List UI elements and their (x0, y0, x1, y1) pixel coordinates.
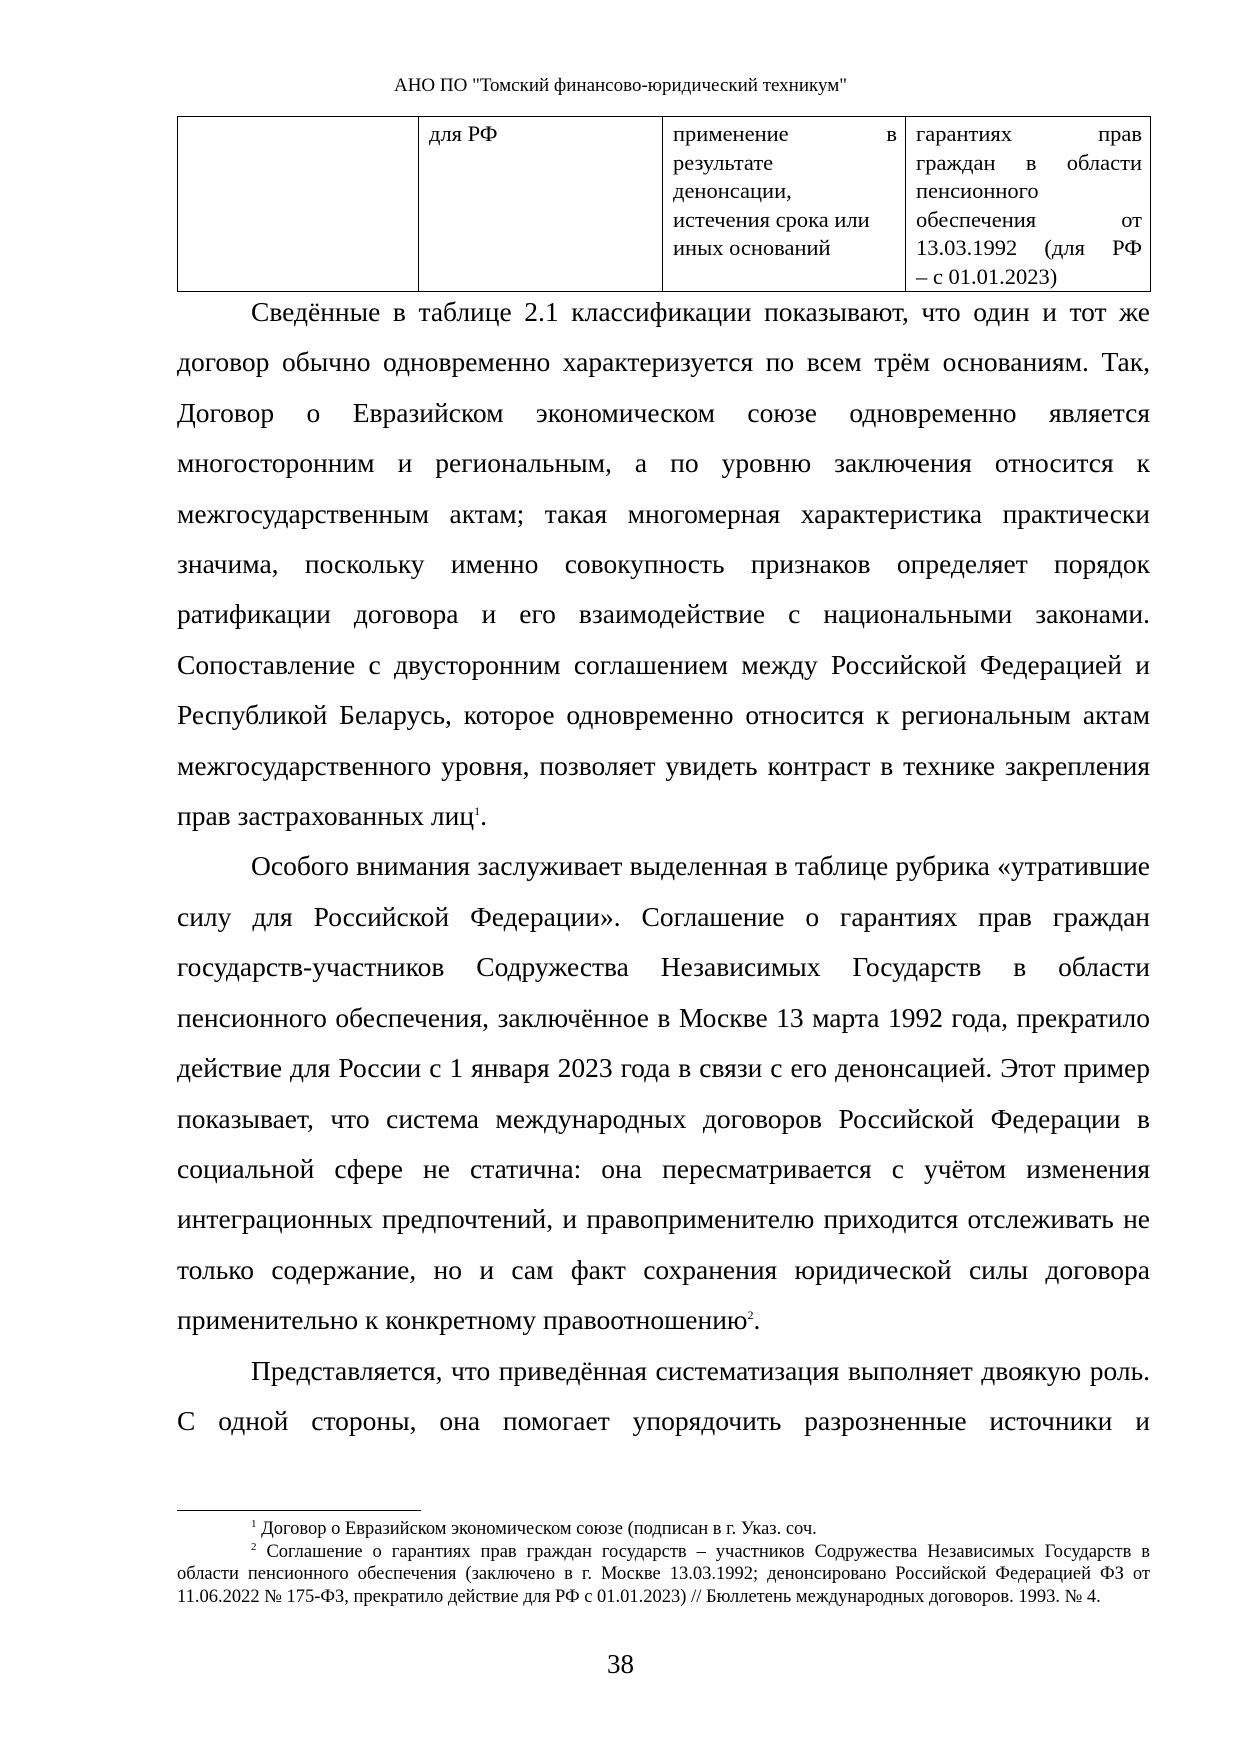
table-cell-4-line: граждан в области (916, 149, 1142, 175)
table-row (178, 117, 1151, 292)
table-cell-3 (663, 117, 906, 292)
table-cell-4-line: 13.03.1992 (для РФ (916, 235, 1142, 260)
footnote-number: 1 (251, 1518, 257, 1530)
paragraph (177, 287, 1150, 841)
page-number: 38 (607, 1649, 634, 1679)
table-cell-4-line: – с 01.01.2023) (916, 263, 1058, 289)
table-cell-3-line: денонсации, (673, 178, 792, 203)
footnote-separator (177, 1510, 421, 1511)
footnote-text: Договор о Евразийском экономическом союзе (подписан в г. Указ. соч. (261, 1519, 817, 1539)
running-header: АНО ПО "Томский финансово-юридический техникум" (393, 75, 848, 96)
table-cell-4-line: пенсионного (916, 178, 1039, 203)
table-cell-4 (906, 117, 1151, 292)
paragraph-text: Сведённые в таблице 2.1 классификации показывают, что один и тот же договор обычно одновременно характеризуется по всем трём основаниям. Так, Договор о Евразийском экономическом союзе одновременно является многосторонним и региональным, а по уровню заключения относится к межгосударственным актам; такая многомерная характеристика практически значима, поскольку именно совокупность признаков определяет порядок ратификации договора и его взаимодействие с национальными законами. Сопоставление с двусторонним соглашением между Российской Федерацией и Республикой Беларусь, которое одновременно относится к региональным актам межгосударственного уровня, позволяет увидеть контраст в технике закрепления прав застрахованных лиц (177, 296, 1150, 832)
footnote-reference[interactable]: 2 (747, 1308, 754, 1323)
paragraph (177, 1346, 1150, 1447)
table-cell-3-line: результате (673, 149, 774, 175)
paragraph (177, 841, 1150, 1345)
body-text (177, 287, 1150, 1446)
table-cell-2: для РФ (419, 117, 663, 292)
table-cell-3-line: применение в (673, 121, 897, 146)
footnote-reference[interactable]: 1 (474, 804, 481, 819)
footnote-text: Соглашение о гарантиях прав граждан государств – участников Содружества Независимых Государств в области пенсионного обеспечения (заключено в г. Москве 13.03.1992; денонсировано Российской Федерацией ФЗ от 11.06.2022 № 175-ФЗ, прекратило действие для РФ с 01.01.2023) // Бюллетень международных договоров. 1993. № 4. (177, 1541, 1151, 1607)
paragraph-tail: . (753, 1304, 761, 1336)
paragraph-tail: . (480, 800, 487, 832)
table-cell-3-line: иных оснований (673, 235, 831, 260)
table-cell-4-line: гарантиях прав (916, 121, 1142, 146)
table-cell-1 (178, 117, 419, 292)
footnote-number: 2 (251, 1540, 257, 1553)
classification-table-continuation (177, 116, 1151, 292)
footnotes (177, 1518, 1150, 1608)
footnote (177, 1518, 1150, 1541)
paragraph-text: Особого внимания заслуживает выделенная в таблице рубрика «утратившие силу для Российской Федерации». Соглашение о гарантиях прав граждан государств-участников Содружества Независимых Государств в области пенсионного обеспечения, заключённое в Москве 13 марта 1992 года, прекратило действие для России с 1 января 2023 года в связи с его денонсацией. Этот пример показывает, что система международных договоров Российской Федерации в социальной сфере не статична: она пересматривается с учётом изменения интеграционных предпочтений, и правоприменителю приходится отслеживать не только содержание, но и сам факт сохранения юридической силы договора применительно к конкретному правоотношению (177, 850, 1150, 1336)
paragraph-text: Представляется, что приведённая систематизация выполняет двоякую роль. С одной стороны, она помогает упорядочить разрозненные источники и (177, 1354, 1150, 1436)
footnote (177, 1541, 1150, 1609)
table-cell-4-line: обеспечения от (916, 206, 1142, 232)
table-cell-3-line: истечения срока или (673, 206, 870, 232)
